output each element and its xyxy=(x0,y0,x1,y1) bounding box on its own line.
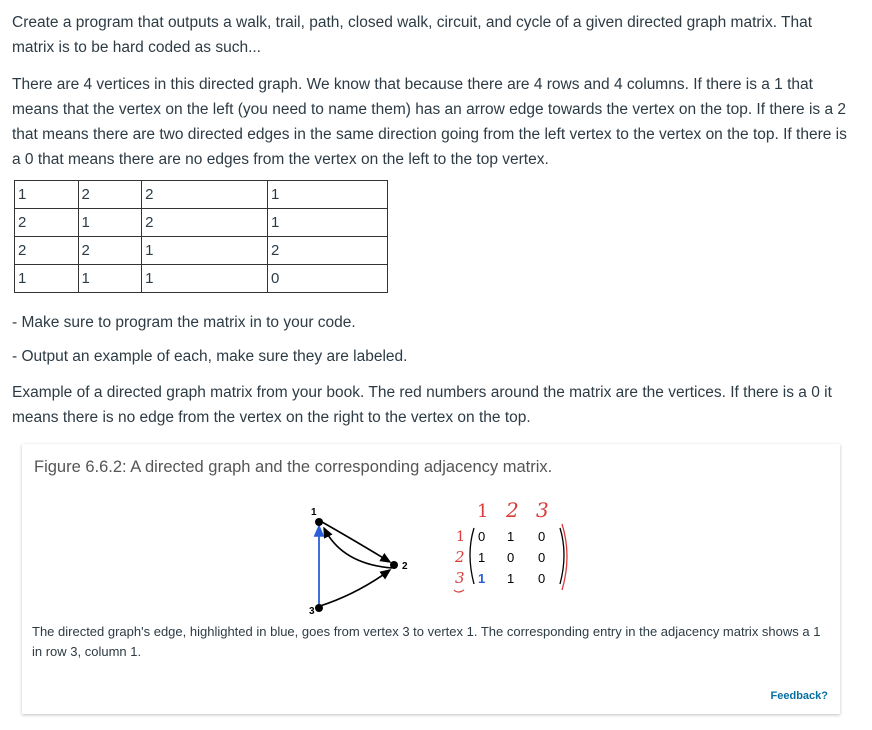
matrix-cell: 2 xyxy=(142,209,268,237)
input-matrix-table xyxy=(14,180,388,293)
example-text: Example of a directed graph matrix from your book. The red numbers around the matrix are the vertices. If there is a 0 it means there is no edge from the vertex on the right to the vertex on the top. xyxy=(12,384,832,426)
figure-caption: The directed graph's edge, highlighted in blue, goes from vertex 3 to vertex 1. The corresponding entry in the adjacency matrix shows a 1 in row 3, column 1. xyxy=(32,624,821,659)
description-text: There are 4 vertices in this directed graph. We know that because there are 4 rows and 4 columns. If there is a 1 that means that the vertex on the left (you need to name them) has an arrow edge towards the vertex on the top. If there is a 2 that means there are two directed edges in the same direction going from the left vertex to the vertex on the top. If there is a 0 that means there are no edges from the vertex on the left to the top vertex. xyxy=(12,76,847,168)
table-row xyxy=(15,265,388,293)
graph-vertex-1 xyxy=(315,518,323,526)
matrix-cell: 2 xyxy=(78,237,142,265)
bullet-program-matrix: - Make sure to program the matrix in to your code. xyxy=(12,314,356,331)
matrix-cell: 2 xyxy=(78,181,142,209)
intro-text: Create a program that outputs a walk, trail, path, closed walk, circuit, and cycle of a given directed graph matrix. That matrix is to be hard coded as such... xyxy=(12,14,813,56)
matrix-cell: 1 xyxy=(142,237,268,265)
graph-edge-2-to-1 xyxy=(324,528,392,568)
figure-container xyxy=(22,444,840,714)
handwritten-row-label-3: 3 xyxy=(455,569,465,587)
graph-vertex-label-2: 2 xyxy=(402,561,408,572)
feedback-link[interactable]: Feedback? xyxy=(770,690,828,702)
adjacency-cell: 0 xyxy=(538,571,546,586)
adjacency-cell: 0 xyxy=(538,529,546,544)
handwritten-col-label-3: 3 xyxy=(536,498,549,522)
matrix-left-paren-icon xyxy=(470,528,474,584)
adjacency-cell: 1 xyxy=(478,550,486,565)
handwritten-underline-icon xyxy=(454,590,464,592)
graph-vertex-3 xyxy=(315,604,323,612)
matrix-cell: 2 xyxy=(267,237,387,265)
adjacency-cell: 1 xyxy=(507,571,515,586)
adjacency-cell: 0 xyxy=(538,550,546,565)
graph-vertex-label-3: 3 xyxy=(309,606,315,617)
figure-graphic xyxy=(22,444,840,714)
matrix-cell: 1 xyxy=(15,181,79,209)
matrix-cell: 1 xyxy=(267,209,387,237)
matrix-right-paren-icon xyxy=(560,528,564,584)
handwritten-col-label-1: 1 xyxy=(477,501,489,522)
matrix-cell: 0 xyxy=(267,265,387,293)
figure-title: Figure 6.6.2: A directed graph and the corresponding adjacency matrix. xyxy=(34,458,553,476)
matrix-cell: 2 xyxy=(15,209,79,237)
adjacency-cell: 1 xyxy=(507,529,515,544)
matrix-cell: 2 xyxy=(15,237,79,265)
matrix-cell: 1 xyxy=(142,265,268,293)
matrix-cell: 1 xyxy=(78,265,142,293)
adjacency-cell: 0 xyxy=(478,529,486,544)
graph-vertex-2 xyxy=(390,561,398,569)
handwritten-col-label-2: 2 xyxy=(506,498,519,522)
handwritten-row-label-2: 2 xyxy=(455,548,465,566)
table-row xyxy=(15,237,388,265)
adjacency-cell: 0 xyxy=(507,550,515,565)
adjacency-cell-highlighted: 1 xyxy=(478,571,486,586)
matrix-cell: 1 xyxy=(15,265,79,293)
table-row xyxy=(15,209,388,237)
bullet-output-example: - Output an example of each, make sure they are labeled. xyxy=(12,348,408,365)
matrix-cell: 1 xyxy=(78,209,142,237)
matrix-cell: 1 xyxy=(267,181,387,209)
handwritten-row-label-1: 1 xyxy=(456,529,465,545)
graph-vertex-label-1: 1 xyxy=(311,507,317,518)
matrix-cell: 2 xyxy=(142,181,268,209)
table-row xyxy=(15,181,388,209)
graph-edge-3-to-2 xyxy=(320,570,390,606)
